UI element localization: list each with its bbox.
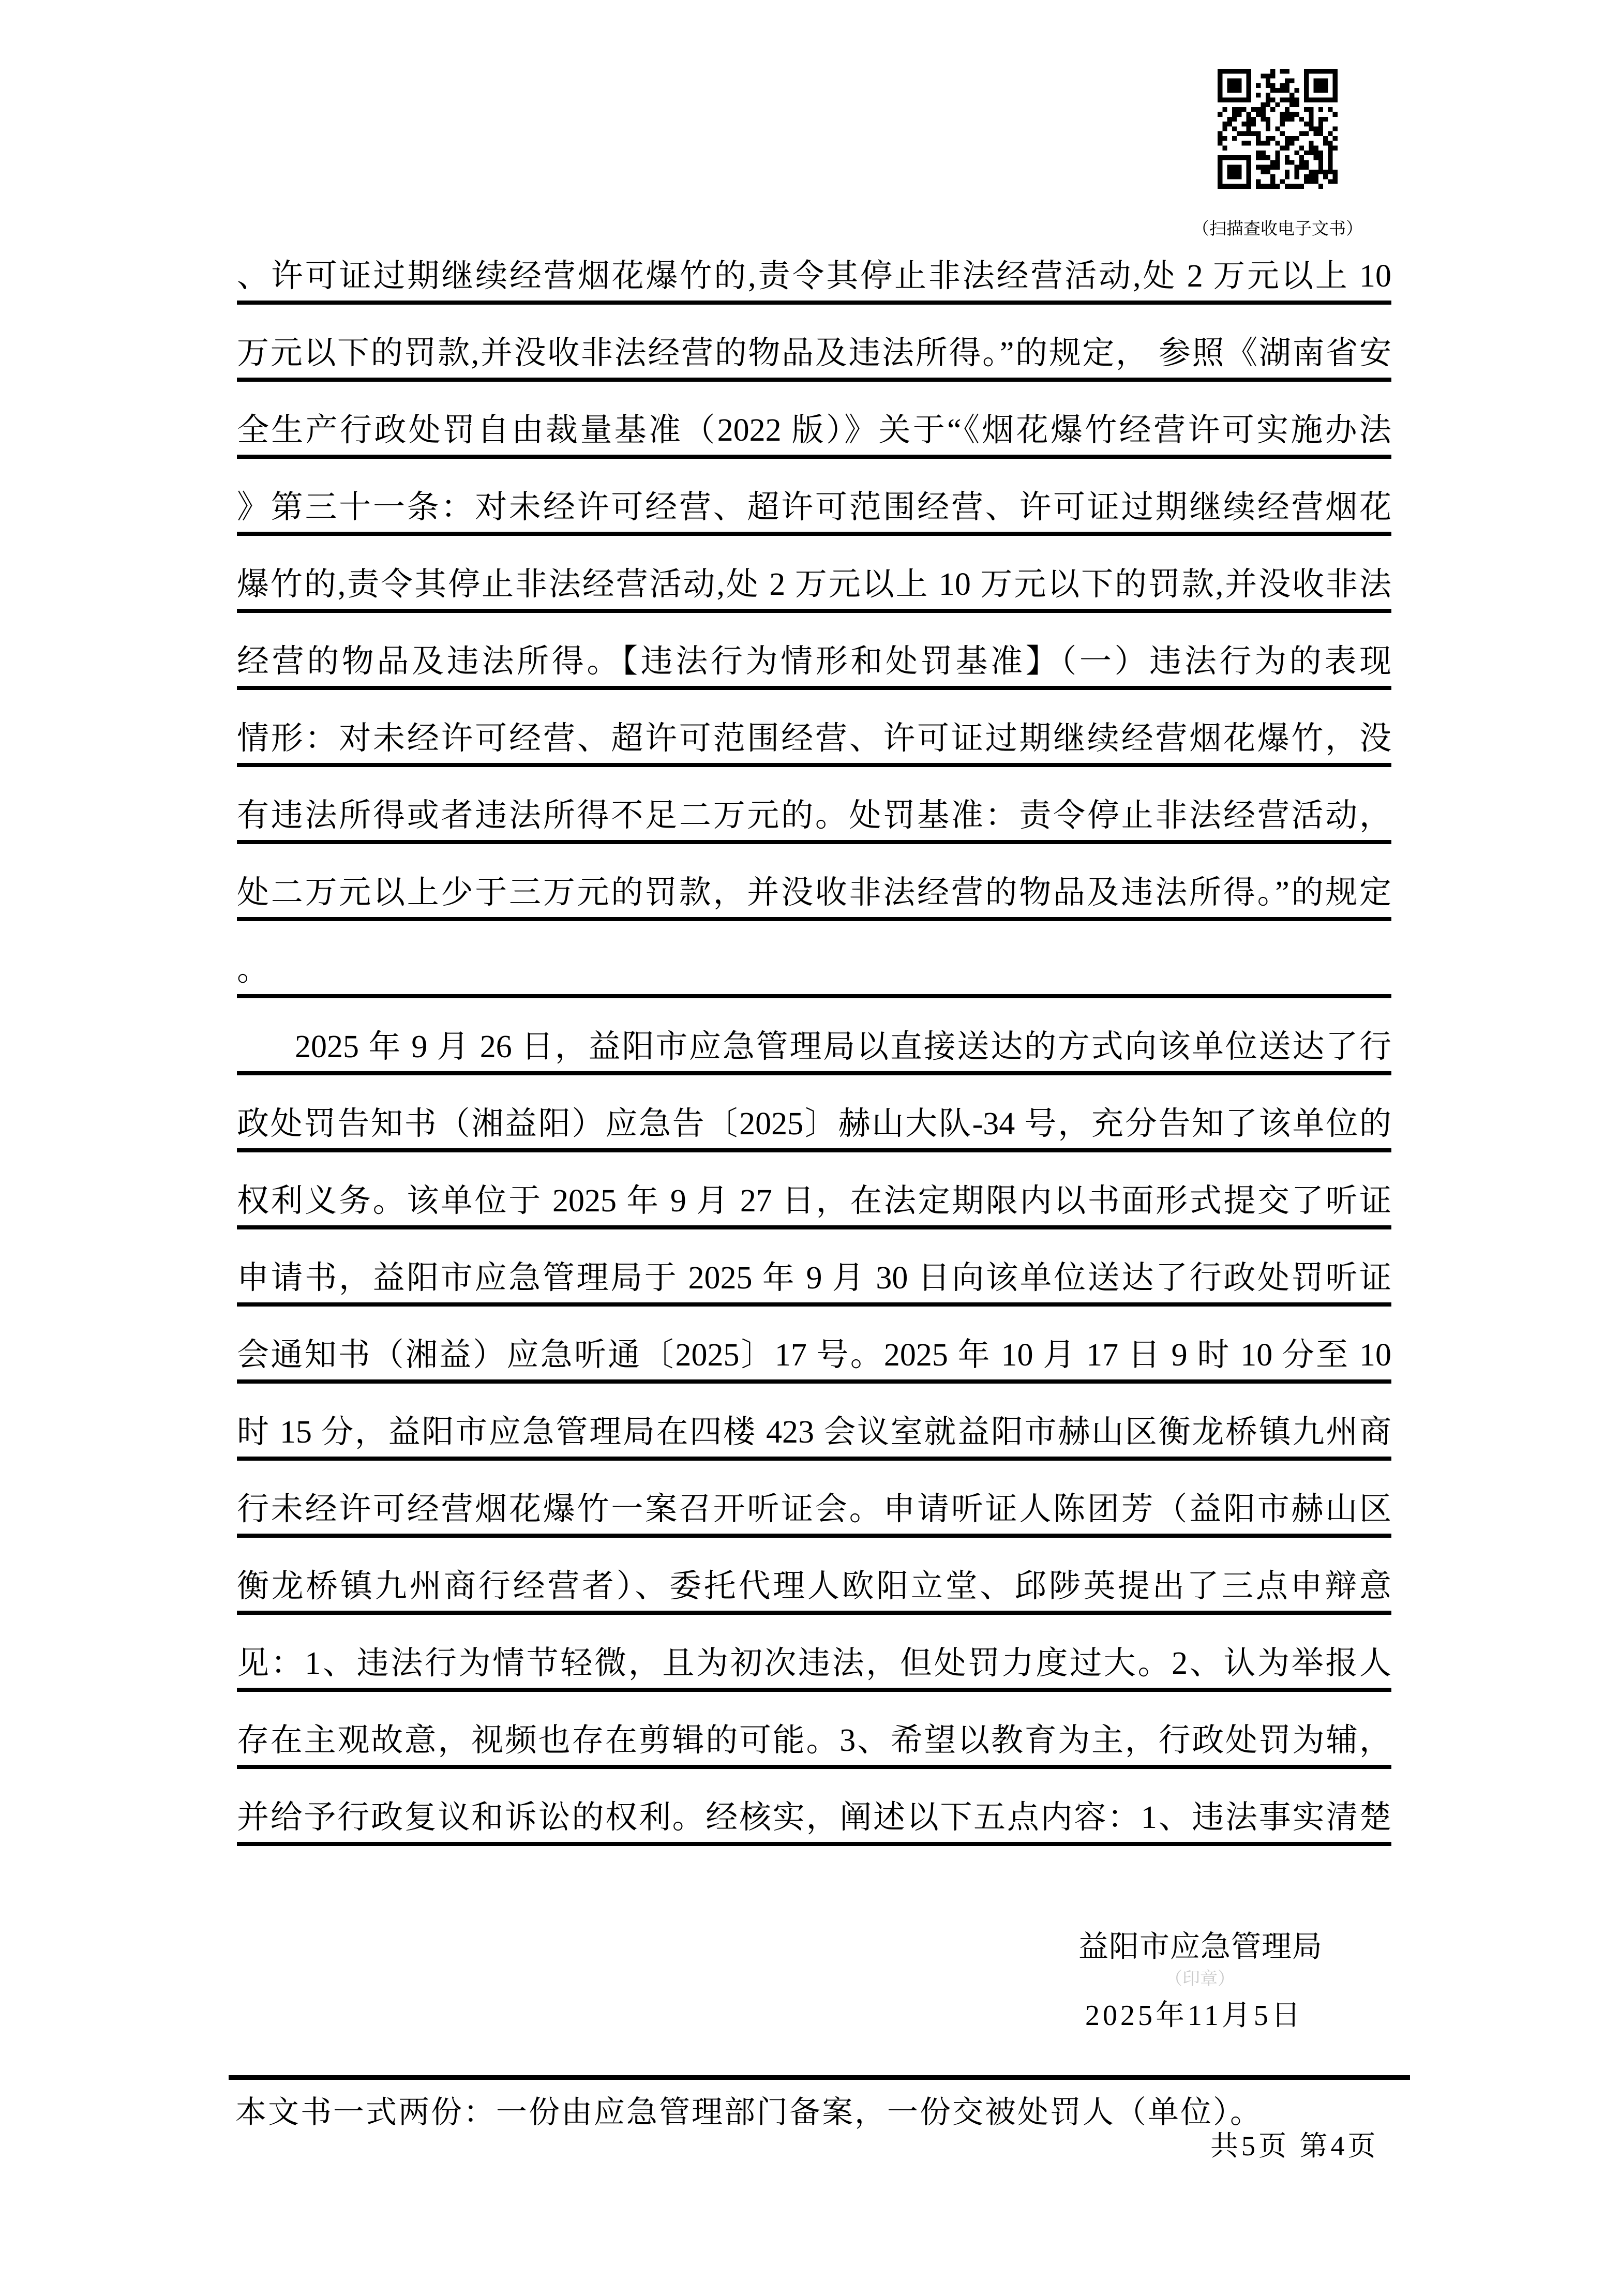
document-body (237, 228, 1391, 1846)
text-line (237, 1538, 1391, 1615)
text-line-content: 并给予行政复议和诉讼的权利。经核实，阐述以下五点内容：1、违法事实清楚 (237, 1799, 1391, 1835)
text-line-content: 情形：对未经许可经营、超许可范围经营、许可证过期继续经营烟花爆竹，没 (237, 721, 1391, 756)
text-line (237, 844, 1391, 921)
text-line-content: 行未经许可经营烟花爆竹一案召开听证会。申请听证人陈团芳（益阳市赫山区 (237, 1491, 1391, 1527)
text-line (237, 613, 1391, 690)
text-line-content: 时 15 分，益阳市应急管理局在四楼 423 会议室就益阳市赫山区衡龙桥镇九州商 (237, 1414, 1391, 1450)
text-line (237, 1461, 1391, 1538)
text-line-content: 申请书，益阳市应急管理局于 2025 年 9 月 30 日向该单位送达了行政处罚听证 (237, 1260, 1391, 1296)
text-line-content: 爆竹的,责令其停止非法经营活动,处 2 万元以上 10 万元以下的罚款,并没收非法 (237, 566, 1391, 602)
text-line (237, 1307, 1391, 1384)
text-line-content: 有违法所得或者违法所得不足二万元的。处罚基准：责令停止非法经营活动， (237, 798, 1391, 833)
text-line-content: 》第三十一条：对未经许可经营、超许可范围经营、许可证过期继续经营烟花 (237, 489, 1391, 525)
text-line-content: 存在主观故意，视频也存在剪辑的可能。3、希望以教育为主，行政处罚为辅， (237, 1722, 1391, 1758)
text-line-content: 处二万元以上少于三万元的罚款，并没收非法经营的物品及违法所得。”的规定 (237, 875, 1391, 910)
text-line-content: 、许可证过期继续经营烟花爆竹的,责令其停止非法经营活动,处 2 万元以上 10 (237, 258, 1391, 294)
page-indicator: 共5页 第4页 (1210, 2130, 1379, 2162)
signature-seal-placeholder: （印章） (1165, 1970, 1235, 1989)
text-line (237, 536, 1391, 613)
text-line-content: 会通知书（湘益）应急听通〔2025〕17 号。2025 年 10 月 17 日 9 时 10 分至 10 (237, 1337, 1391, 1373)
text-line-content: 权利义务。该单位于 2025 年 9 月 27 日，在法定期限内以书面形式提交了听证 (237, 1183, 1391, 1219)
text-line (237, 1229, 1391, 1307)
qr-caption: （扫描查收电子文书） (1192, 220, 1363, 238)
signature-org: 益阳市应急管理局 (1078, 1930, 1323, 1963)
text-line-content: 衡龙桥镇九州商行经营者）、委托代理人欧阳立堂、邱陟英提出了三点申辩意 (237, 1568, 1391, 1604)
text-line-content: 2025 年 9 月 26 日，益阳市应急管理局以直接送达的方式向该单位送达了行 (295, 1029, 1391, 1064)
text-line-content: 政处罚告知书（湘益阳）应急告〔2025〕赫山大队-34 号，充分告知了该单位的 (237, 1106, 1391, 1142)
text-line-content: 。 (237, 952, 269, 987)
text-line (237, 921, 1391, 998)
text-line (237, 1692, 1391, 1769)
text-line (237, 690, 1391, 767)
signature-date: 2025年11月5日 (1085, 2000, 1303, 2032)
footer-divider (229, 2075, 1410, 2080)
text-line-content: 万元以下的罚款,并没收非法经营的物品及违法所得。”的规定， 参照《湖南省安 (237, 335, 1391, 371)
text-line-content: 全生产行政处罚自由裁量基准（2022 版）》关于“《烟花爆竹经营许可实施办法 (237, 412, 1391, 448)
footer-note: 本文书一式两份：一份由应急管理部门备案，一份交被处罚人（单位）。 (235, 2095, 1263, 2129)
text-line (237, 1152, 1391, 1229)
text-line (237, 998, 1391, 1075)
text-line (237, 767, 1391, 844)
text-line (237, 1769, 1391, 1846)
text-line (237, 1075, 1391, 1152)
text-line (237, 459, 1391, 536)
text-line (237, 382, 1391, 459)
text-line (237, 228, 1391, 305)
text-line (237, 1615, 1391, 1692)
qr-block (1184, 69, 1371, 239)
qr-code (1218, 69, 1338, 189)
text-line-content: 见：1、违法行为情节轻微，且为初次违法，但处罚力度过大。2、认为举报人 (237, 1645, 1391, 1681)
text-line-content: 经营的物品及违法所得。【违法行为情形和处罚基准】（一）违法行为的表现 (237, 643, 1391, 679)
text-line (237, 1384, 1391, 1461)
text-line (237, 305, 1391, 382)
